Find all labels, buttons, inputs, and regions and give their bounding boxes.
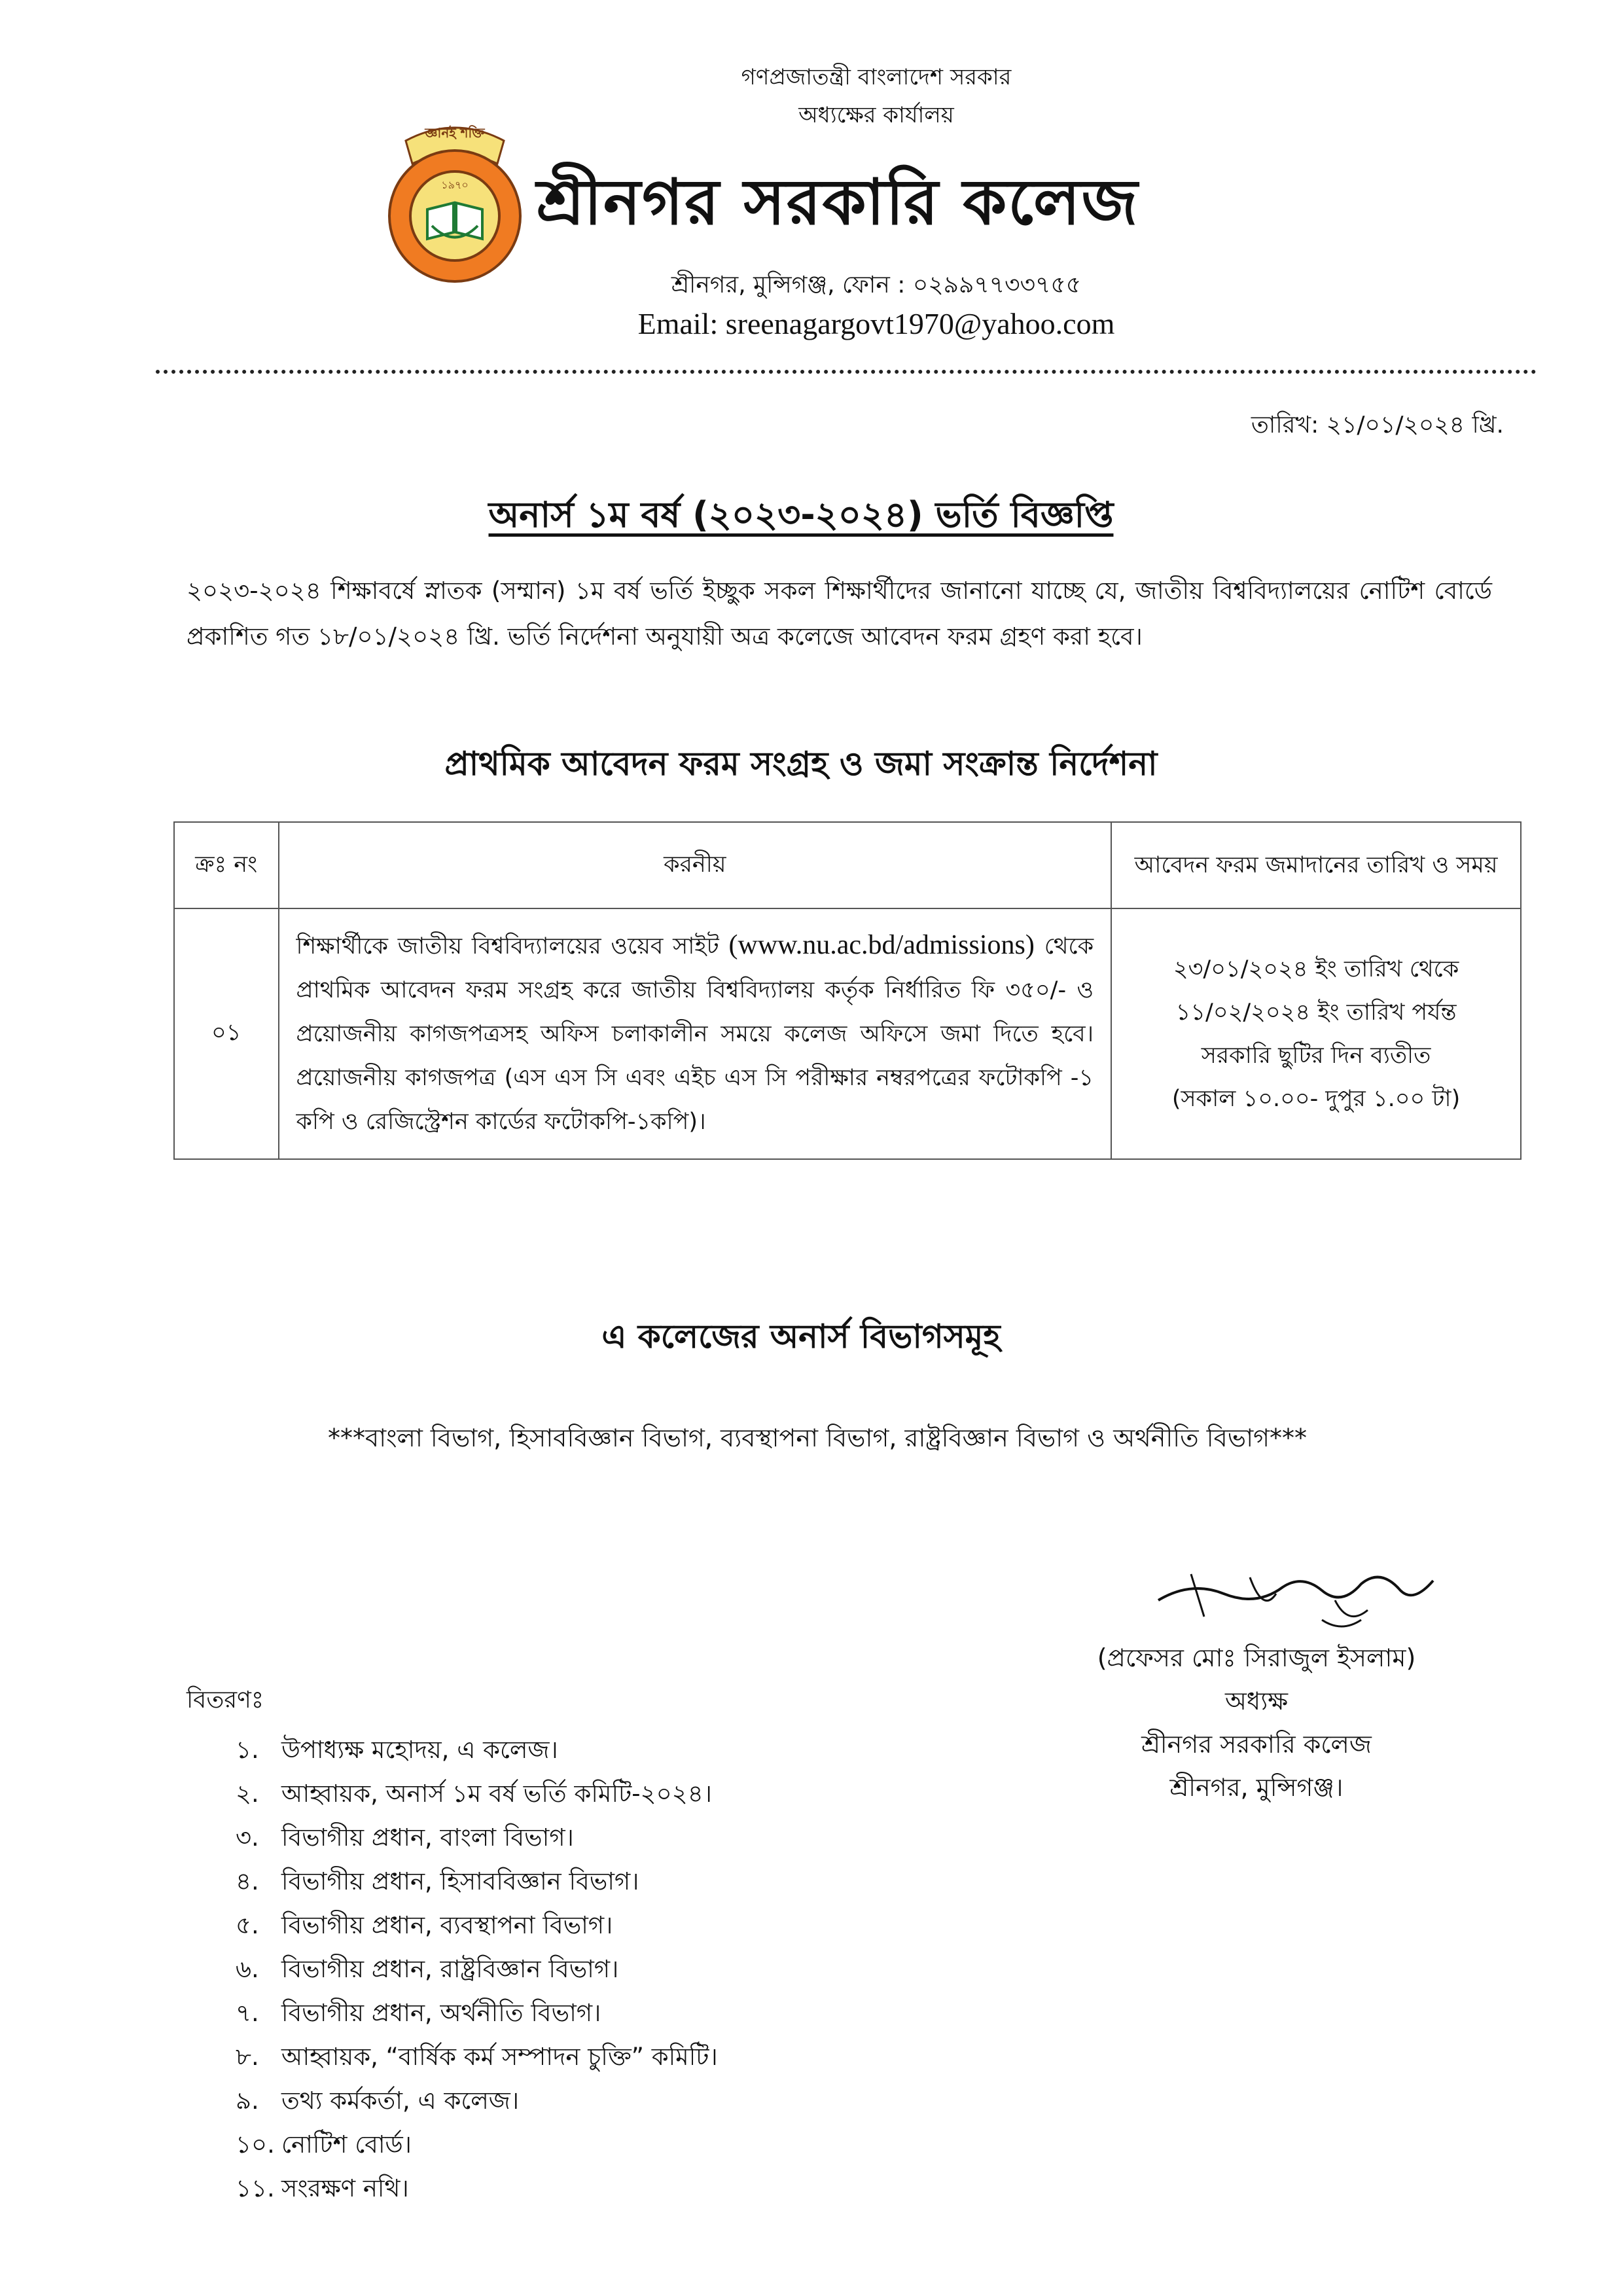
list-item-text: বিভাগীয় প্রধান, হিসাববিজ্ঞান বিভাগ। bbox=[281, 1867, 639, 1895]
column-header-date-text: আবেদন ফরম জমাদানের তারিখ ও সময় bbox=[1134, 852, 1498, 878]
instructions-heading: প্রাথমিক আবেদন ফরম সংগ্রহ ও জমা সংক্রান্ত নির্দেশনা bbox=[444, 745, 1158, 783]
list-item-number: ৭. bbox=[236, 1999, 259, 2027]
column-header-sl: ক্রঃ নং bbox=[174, 822, 279, 908]
signature bbox=[1152, 1554, 1453, 1646]
row-date bbox=[1111, 908, 1521, 1159]
row-task bbox=[279, 908, 1112, 1159]
list-item bbox=[236, 1991, 718, 2035]
list-item-text: বিভাগীয় প্রধান, বাংলা বিভাগ। bbox=[281, 1823, 574, 1852]
list-item bbox=[236, 2079, 718, 2123]
list-item-number: ১০. bbox=[236, 2130, 275, 2159]
header-divider bbox=[156, 370, 1537, 374]
notice-date: তারিখ: ২১/০১/২০২৪ খ্রি. bbox=[1251, 412, 1504, 439]
list-item-text: উপাধ্যক্ষ মহোদয়, এ কলেজ। bbox=[281, 1736, 558, 1764]
logo-motto: জ্ঞানই শক্তি bbox=[425, 125, 485, 141]
date-line-2: ১১/০২/২০২৪ ইং তারিখ পর্যন্ত bbox=[1175, 999, 1457, 1026]
admission-url: (www.nu.ac.bd/admissions) bbox=[728, 930, 1035, 960]
departments-heading: এ কলেজের অনার্স বিভাগসমূহ bbox=[601, 1318, 1001, 1355]
date-line-4: (সকাল ১০.০০- দুপুর ১.০০ টা) bbox=[1171, 1085, 1461, 1112]
signatory-designation: অধ্যক্ষ bbox=[1224, 1687, 1288, 1715]
signatory-block bbox=[1021, 1636, 1492, 1809]
list-item-number: ১১. bbox=[236, 2174, 275, 2202]
date-line-1: ২৩/০১/২০২৪ ইং তারিখ থেকে bbox=[1173, 956, 1459, 982]
list-item-text: আহ্বায়ক, অনার্স ১ম বর্ষ ভর্তি কমিটি-২০২৪। bbox=[281, 1780, 712, 1808]
list-item bbox=[236, 1859, 718, 1903]
college-email bbox=[0, 306, 1602, 341]
list-item-number: ৮. bbox=[236, 2043, 259, 2071]
instructions-table bbox=[173, 821, 1522, 1160]
row-serial: ০১ bbox=[174, 908, 279, 1159]
list-item-text: নোটিশ বোর্ড। bbox=[281, 2130, 412, 2159]
list-item bbox=[236, 1903, 718, 1947]
intro-paragraph: ২০২৩-২০২৪ শিক্ষাবর্ষে স্নাতক (সম্মান) ১ম বর্ষ ভর্তি ইচ্ছুক সকল শিক্ষার্থীদের জানানো যাচ্ছে যে, জাতীয় বিশ্ববিদ্যালয়ের নোটিশ বোর্ডে প্রকাশিত গত ১৮/০১/২০২৪ খ্রি. ভর্তি নির্দেশনা অনুযায়ী অত্র কলেজে আবেদন ফরম গ্রহণ করা হবে। bbox=[187, 577, 1492, 651]
list-item bbox=[236, 2166, 718, 2210]
notice-title bbox=[0, 488, 1602, 547]
list-item-number: ৬. bbox=[236, 1955, 259, 1983]
list-item-number: ৩. bbox=[236, 1823, 259, 1852]
list-item-text: বিভাগীয় প্রধান, ব্যবস্থাপনা বিভাগ। bbox=[281, 1911, 613, 1939]
college-name: শ্রীনগর সরকারি কলেজ bbox=[537, 166, 1139, 239]
list-item-number: ৫. bbox=[236, 1911, 259, 1939]
list-item bbox=[236, 2035, 718, 2079]
list-item-text: সংরক্ষণ নথি। bbox=[281, 2174, 409, 2202]
list-item bbox=[236, 1816, 718, 1859]
table-header-row bbox=[174, 822, 1521, 908]
college-address: শ্রীনগর, মুন্সিগঞ্জ, ফোন : ০২৯৯৭৭৩৩৭৫৫ bbox=[671, 272, 1082, 298]
list-item-number: ২. bbox=[236, 1780, 259, 1808]
email-label: Email: bbox=[637, 307, 719, 340]
departments-list: ***বাংলা বিভাগ, হিসাববিজ্ঞান বিভাগ, ব্যবস্থাপনা বিভাগ, রাষ্ট্রবিজ্ঞান বিভাগ ও অর্থনীতি বিভাগ*** bbox=[327, 1424, 1308, 1452]
column-header-task: করনীয় bbox=[279, 822, 1112, 908]
notice-title-text: অনার্স ১ম বর্ষ (২০২৩-২০২৪) ভর্তি বিজ্ঞপ্তি bbox=[488, 494, 1114, 535]
signatory-name: (প্রফেসর মোঃ সিরাজুল ইসলাম) bbox=[1097, 1643, 1416, 1672]
column-header-date bbox=[1111, 822, 1521, 908]
list-item-number: ৪. bbox=[236, 1867, 259, 1895]
list-item-text: তথ্য কর্মকর্তা, এ কলেজ। bbox=[281, 2087, 520, 2115]
list-item-number: ৯. bbox=[236, 2087, 259, 2115]
list-item bbox=[236, 1947, 718, 1991]
logo-year: ১৯৭০ bbox=[441, 179, 469, 191]
distribution-label: বিতরণঃ bbox=[187, 1687, 264, 1713]
list-item-text: আহ্বায়ক, “বার্ষিক কর্ম সম্পাদন চুক্তি” কমিটি। bbox=[281, 2043, 718, 2071]
email-address: sreenagargovt1970@yahoo.com bbox=[725, 307, 1115, 340]
list-item bbox=[236, 1728, 718, 1772]
task-text-rest: থেকে প্রাথমিক আবেদন ফরম সংগ্রহ করে জাতীয় বিশ্ববিদ্যালয় কর্তৃক নির্ধারিত ফি ৩৫০/- ও প্রয়োজনীয় কাগজপত্রসহ অফিস চলাকালীন সময়ে কলেজ অফিসে জমা দিতে হবে। প্রয়োজনীয় কাগজপত্র (এস এস সি এবং এইচ এস সি পরীক্ষার নম্বরপত্রের ফটোকপি -১ কপি ও রেজিস্ট্রেশন কার্ডের ফটোকপি-১কপি)। bbox=[296, 933, 1094, 1135]
government-heading: গণপ্রজাতন্ত্রী বাংলাদেশ সরকার bbox=[741, 64, 1012, 90]
office-heading: অধ্যক্ষের কার্যালয় bbox=[798, 102, 954, 128]
list-item-text: বিভাগীয় প্রধান, অর্থনীতি বিভাগ। bbox=[281, 1999, 601, 2027]
distribution-list bbox=[236, 1728, 718, 2210]
table-row bbox=[174, 908, 1521, 1159]
date-line-3: সরকারি ছুটির দিন ব্যতীত bbox=[1201, 1042, 1431, 1069]
task-text-start: শিক্ষার্থীকে জাতীয় বিশ্ববিদ্যালয়ের ওয়েব সাইট bbox=[296, 933, 719, 960]
list-item bbox=[236, 2123, 718, 2166]
college-logo bbox=[370, 111, 540, 288]
list-item-text: বিভাগীয় প্রধান, রাষ্ট্রবিজ্ঞান বিভাগ। bbox=[281, 1955, 619, 1983]
list-item-number: ১. bbox=[236, 1736, 259, 1764]
signatory-place: শ্রীনগর, মুন্সিগঞ্জ। bbox=[1169, 1773, 1344, 1802]
list-item bbox=[236, 1772, 718, 1816]
signatory-college: শ্রীনগর সরকারি কলেজ bbox=[1141, 1730, 1372, 1759]
